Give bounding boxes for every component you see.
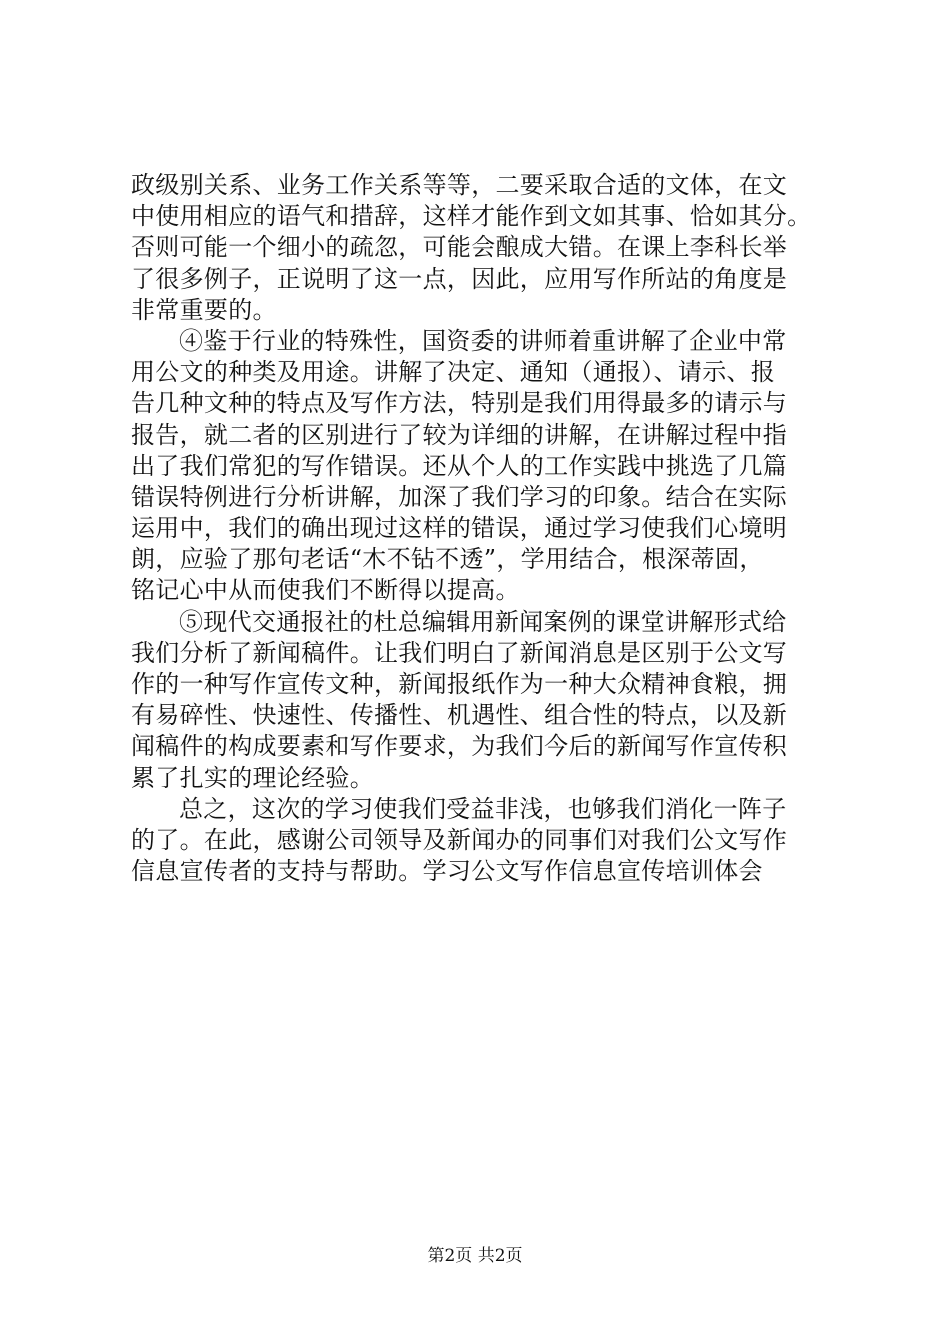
text-line: 作的一种写作宣传文种，新闻报纸作为一种大众精神食粮，拥 [131,670,788,698]
text-line: 我们分析了新闻稿件。让我们明白了新闻消息是区别于公文写 [131,638,788,667]
text-line: 朗，应验了那句老话“木不钻不透”，学用结合，根深蒂固， [131,545,764,574]
text-line: 总之，这次的学习使我们受益非浅，也够我们消化一阵子 [179,794,787,823]
text-line: 否则可能一个细小的疏忽，可能会酿成大错。在课上李科长举 [131,233,788,262]
text-line: 的了。在此，感谢公司领导及新闻办的同事们对我们公文写作 [131,825,788,854]
text-line: 信息宣传者的支持与帮助。学习公文写作信息宣传培训体会 [131,857,763,886]
text-line: 了很多例子，正说明了这一点，因此，应用写作所站的角度是 [131,264,788,293]
text-line: 闻稿件的构成要素和写作要求，为我们今后的新闻写作宣传积 [131,732,788,761]
text-line: 告几种文种的特点及写作方法，特别是我们用得最多的请示与 [131,389,788,418]
text-line: 中使用相应的语气和措辞，这样才能作到文如其事、恰如其分。 [131,202,812,231]
text-line: 报告，就二者的区别进行了较为详细的讲解，在讲解过程中指 [131,420,788,449]
text-line: 有易碎性、快速性、传播性、机遇性、组合性的特点，以及新 [131,701,788,730]
text-line: 错误特例进行分析讲解，加深了我们学习的印象。结合在实际 [131,482,788,511]
text-line: 用公文的种类及用途。讲解了决定、通知（通报）、请示、报 [131,358,776,387]
page-footer: 第2页 共2页 [427,1246,523,1266]
text-line: 非常重要的。 [131,295,277,324]
text-line: 累了扎实的理论经验。 [131,763,374,792]
text-line: ④鉴于行业的特殊性，国资委的讲师着重讲解了企业中常 [179,326,787,355]
text-line: 铭记心中从而使我们不断得以提高。 [131,576,520,605]
text-line: 政级别关系、业务工作关系等等，二要采取合适的文体，在文 [131,171,788,199]
text-line: 运用中，我们的确出现过这样的错误，通过学习使我们心境明 [131,514,788,543]
document-body [131,170,831,887]
text-line: ⑤现代交通报社的杜总编辑用新闻案例的课堂讲解形式给 [179,607,787,636]
text-line: 出了我们常犯的写作错误。还从个人的工作实践中挑选了几篇 [131,451,788,480]
